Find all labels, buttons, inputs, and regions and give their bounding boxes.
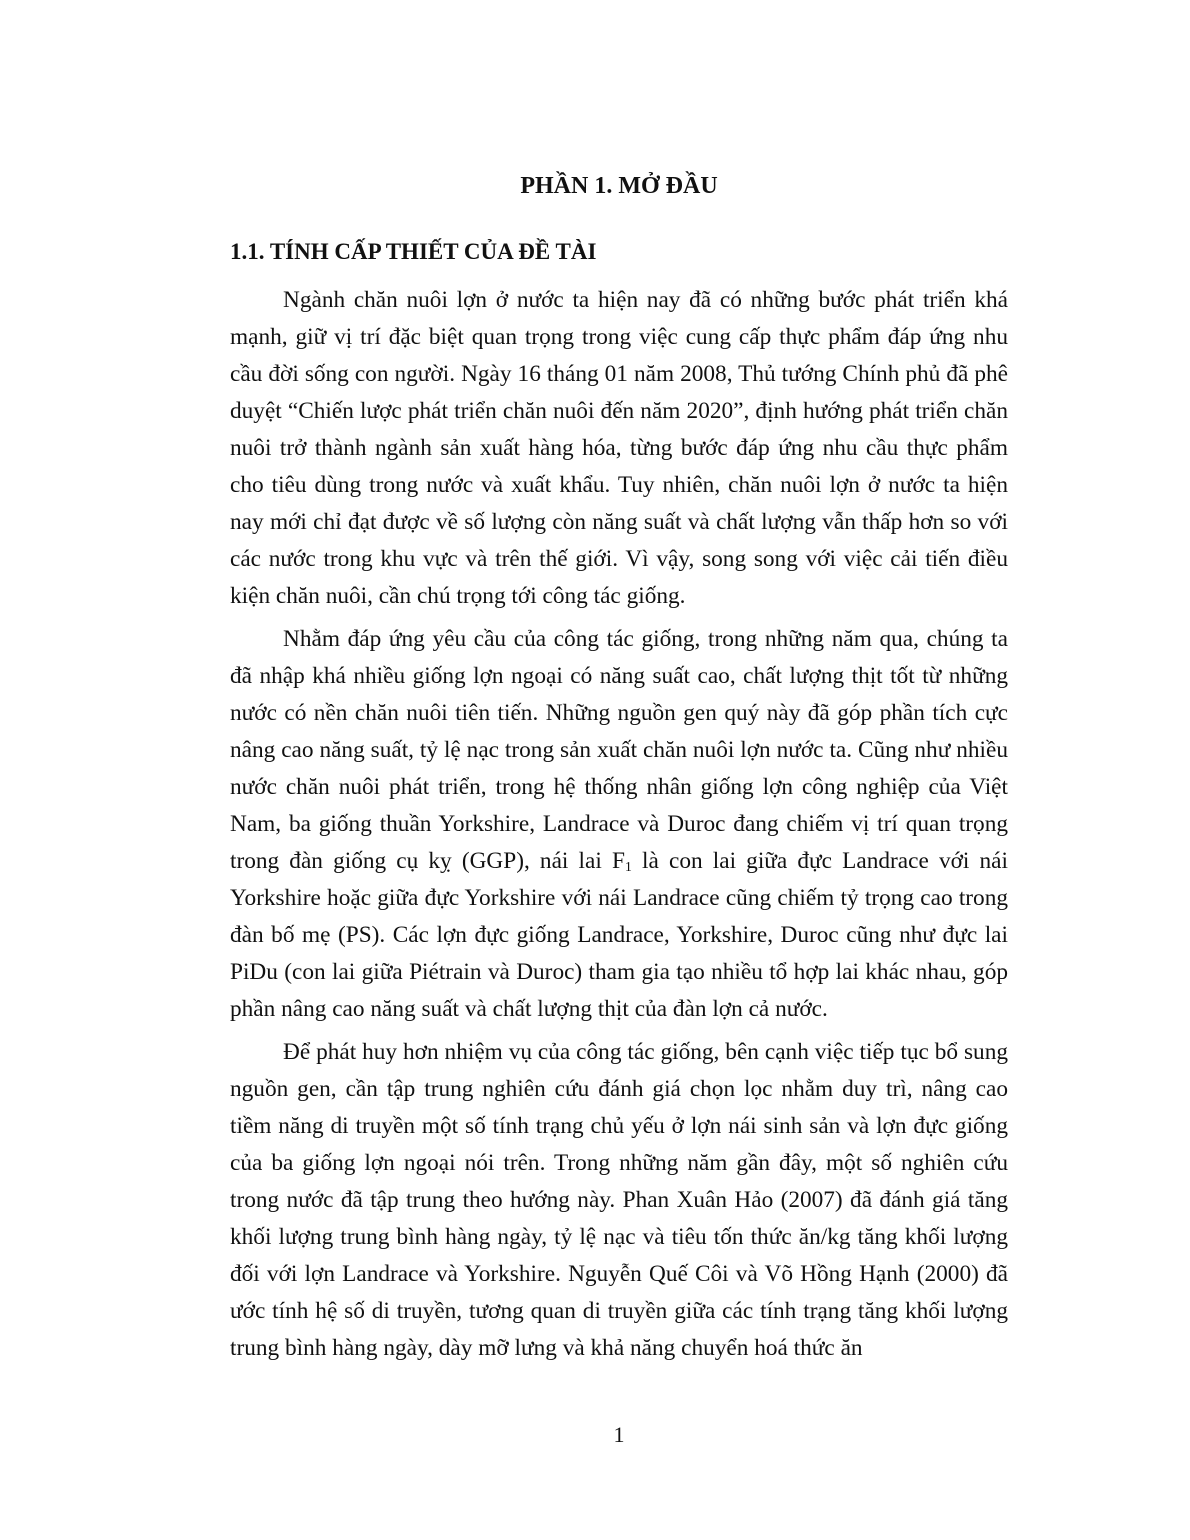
body-text [230,282,1008,1373]
subscript-generation-number: 1 [624,860,632,875]
section-title: 1.1. TÍNH CẤP THIẾT CỦA ĐỀ TÀI [230,239,597,264]
chapter-title: PHẦN 1. MỞ ĐẦU [520,173,718,199]
paragraph-2-text-before-subscript: Nhằm đáp ứng yêu cầu của công tác giống, trong những năm qua, chúng ta đã nhập khá nhiều giống lợn ngoại có năng suất cao, chất lượng thịt tốt từ những nước có nền chăn nuôi tiên tiến. Những nguồn gen quý này đã góp phần tích cực nâng cao năng suất, tỷ lệ nạc trong sản xuất chăn nuôi lợn nước ta. Cũng như nhiều nước chăn nuôi phát triển, trong hệ thống nhân giống lợn công nghiệp của Việt Nam, ba giống thuần Yorkshire, Landrace và Duroc đang chiếm vị trí quan trọng trong đàn giống cụ kỵ (GGP), nái lai F [230,626,1008,874]
page-number: 1 [613,1422,625,1447]
paragraph-1: Ngành chăn nuôi lợn ở nước ta hiện nay đã có những bước phát triển khá mạnh, giữ vị trí đặc biệt quan trọng trong việc cung cấp thực phẩm đáp ứng nhu cầu đời sống con người. Ngày 16 tháng 01 năm 2008, Thủ tướng Chính phủ đã phê duyệt “Chiến lược phát triển chăn nuôi đến năm 2020”, định hướng phát triển chăn nuôi trở thành ngành sản xuất hàng hóa, từng bước đáp ứng nhu cầu thực phẩm cho tiêu dùng trong nước và xuất khẩu. Tuy nhiên, chăn nuôi lợn ở nước ta hiện nay mới chỉ đạt được về số lượng còn năng suất và chất lượng vẫn thấp hơn so với các nước trong khu vực và trên thế giới. Vì vậy, song song với việc cải tiến điều kiện chăn nuôi, cần chú trọng tới công tác giống. [230,287,1008,609]
paragraph-2 [230,621,1008,1028]
paragraph-2-text-after-subscript: là con lai giữa đực Landrace với nái Yorkshire hoặc giữa đực Yorkshire với nái Landrace cũng chiếm tỷ trọng cao trong đàn bố mẹ (PS). Các lợn đực giống Landrace, Yorkshire, Duroc cũng như đực lai PiDu (con lai giữa Piétrain và Duroc) tham gia tạo nhiều tổ hợp lai khác nhau, góp phần nâng cao năng suất và chất lượng thịt của đàn lợn cả nước. [230,848,1008,1022]
paragraph-3: Để phát huy hơn nhiệm vụ của công tác giống, bên cạnh việc tiếp tục bổ sung nguồn gen, cần tập trung nghiên cứu đánh giá chọn lọc nhằm duy trì, nâng cao tiềm năng di truyền một số tính trạng chủ yếu ở lợn nái sinh sản và lợn đực giống của ba giống lợn ngoại nói trên. Trong những năm gần đây, một số nghiên cứu trong nước đã tập trung theo hướng này. Phan Xuân Hảo (2007) đã đánh giá tăng khối lượng trung bình hàng ngày, tỷ lệ nạc và tiêu tốn thức ăn/kg tăng khối lượng đối với lợn Landrace và Yorkshire. Nguyễn Quế Côi và Võ Hồng Hạnh (2000) đã ước tính hệ số di truyền, tương quan di truyền giữa các tính trạng tăng khối lượng trung bình hàng ngày, dày mỡ lưng và khả năng chuyển hoá thức ăn [230,1039,1008,1361]
